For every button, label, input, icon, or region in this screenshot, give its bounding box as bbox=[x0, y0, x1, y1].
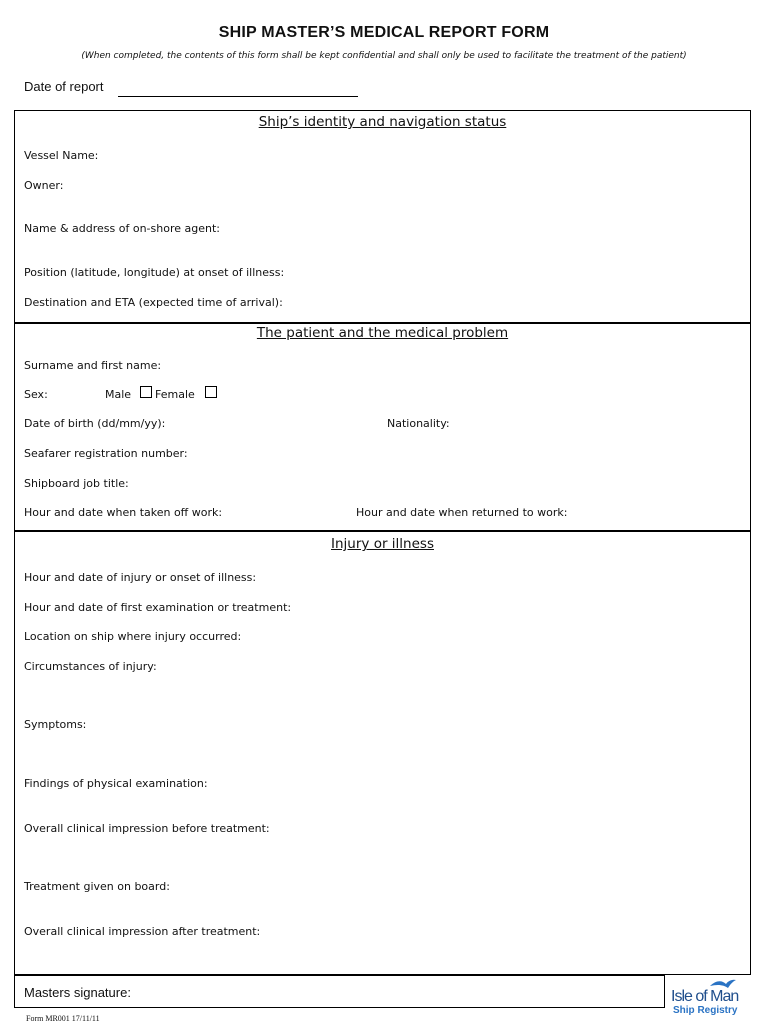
female-label: Female bbox=[155, 388, 195, 401]
findings-label: Findings of physical examination: bbox=[24, 777, 208, 790]
female-checkbox[interactable] bbox=[205, 386, 217, 398]
patient-name-label: Surname and first name: bbox=[24, 359, 162, 372]
onset-label: Hour and date of injury or onset of illness: bbox=[24, 571, 257, 584]
injury-section-heading: Injury or illness bbox=[331, 536, 434, 552]
owner-label: Owner: bbox=[24, 179, 64, 192]
confidentiality-note: (When completed, the contents of this form shall be kept confidential and shall only be used to facilitate the treatment of the patient) bbox=[81, 51, 687, 61]
isle-of-man-logo bbox=[668, 976, 752, 1020]
off-work-label: Hour and date when taken off work: bbox=[24, 506, 223, 519]
dob-label: Date of birth (dd/mm/yy): bbox=[24, 417, 166, 430]
form-reference: Form MR001 17/11/11 bbox=[26, 1014, 100, 1023]
circumstances-label: Circumstances of injury: bbox=[24, 660, 157, 673]
date-of-report-field[interactable] bbox=[118, 96, 358, 97]
patient-section-heading: The patient and the medical problem bbox=[256, 325, 509, 341]
agent-label: Name & address of on-shore agent: bbox=[24, 222, 220, 235]
job-title-label: Shipboard job title: bbox=[24, 477, 129, 490]
location-label: Location on ship where injury occurred: bbox=[24, 630, 242, 643]
section-divider bbox=[14, 530, 751, 532]
signature-label: Masters signature: bbox=[24, 985, 131, 1000]
logo-subtext: Ship Registry bbox=[673, 1005, 738, 1016]
after-treatment-label: Overall clinical impression after treatment: bbox=[24, 925, 261, 938]
first-exam-label: Hour and date of first examination or treatment: bbox=[24, 601, 292, 614]
section-divider bbox=[14, 322, 751, 324]
form-title: SHIP MASTER’S MEDICAL REPORT FORM bbox=[218, 24, 550, 41]
sex-label: Sex: bbox=[24, 388, 48, 401]
male-label: Male bbox=[105, 388, 132, 401]
date-of-report-label: Date of report bbox=[24, 79, 104, 94]
before-treatment-label: Overall clinical impression before treatment: bbox=[24, 822, 270, 835]
treatment-label: Treatment given on board: bbox=[24, 880, 170, 893]
registration-label: Seafarer registration number: bbox=[24, 447, 188, 460]
returned-work-label: Hour and date when returned to work: bbox=[356, 506, 568, 519]
destination-label: Destination and ETA (expected time of arrival): bbox=[24, 296, 283, 309]
male-checkbox[interactable] bbox=[140, 386, 152, 398]
position-label: Position (latitude, longitude) at onset of illness: bbox=[24, 266, 285, 279]
ship-section-heading: Ship’s identity and navigation status bbox=[258, 114, 507, 130]
logo-text: Isle of Man bbox=[671, 988, 739, 1005]
nationality-label: Nationality: bbox=[387, 417, 450, 430]
vessel-name-label: Vessel Name: bbox=[24, 149, 99, 162]
symptoms-label: Symptoms: bbox=[24, 718, 87, 731]
